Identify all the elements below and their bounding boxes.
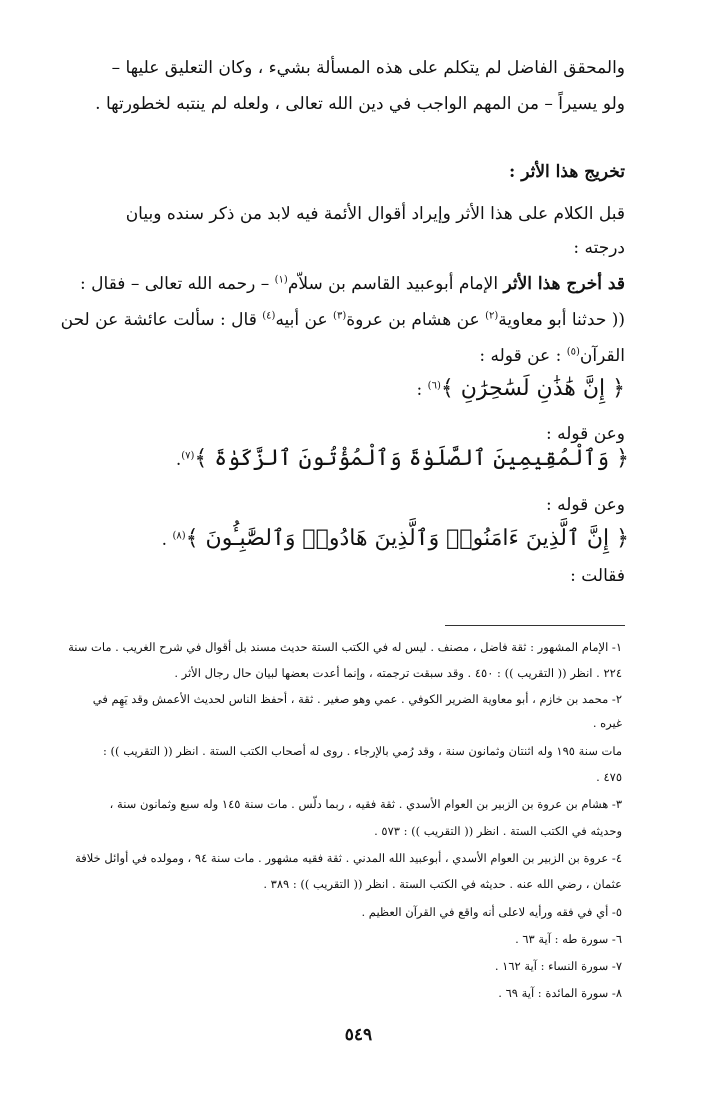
footnote-divider: [445, 625, 625, 626]
narration-line-2: [61, 310, 625, 330]
verse-3-end: .: [161, 530, 173, 550]
footnote-7: ٧- سورة النساء : آية ١٦٢ .: [494, 959, 622, 973]
section-heading: تخريج هذا الأثر :: [509, 162, 625, 182]
footnote-ref-8[interactable]: (٨): [172, 530, 186, 542]
footnote-1-line-2: ٢٢٤ . انظر (( التقريب )) : ٤٥٠ . وقد سبقت ترجمته ، وإنما أعدت بعضها لبيان حال رجال الأثر .: [174, 666, 622, 680]
verse-line-3: [162, 526, 629, 551]
hadith-text-a: (( حدثنا أبو معاوية: [498, 310, 625, 330]
hadith2-text-a: القرآن: [579, 346, 625, 366]
verse-1-end: :: [416, 380, 428, 400]
footnote-ref-4[interactable]: (٤): [262, 310, 276, 322]
narration-line-3: [479, 346, 625, 366]
intro-line-1: والمحقق الفاضل لم يتكلم على هذه المسألة بشيء ، وكان التعليق عليها –: [111, 58, 625, 78]
verse-3: ﴿ إِنَّ ٱلَّذِينَ ءَامَنُوا۟ وَٱلَّذِينَ هَادُوا۟ وَٱلصَّٰبِـُٔونَ ﴾: [185, 526, 629, 551]
footnote-ref-5[interactable]: (٥): [566, 346, 580, 358]
footnote-2-line-1: ٢- محمد بن خازم ، أبو معاوية الضرير الكوفي . عمي وهو صغير . ثقة ، أحفظ الناس لحديث الأعمش وقد يَهِم في: [92, 692, 622, 706]
and-about-line-1: وعن قوله :: [545, 424, 625, 444]
footnote-8: ٨- سورة المائدة : آية ٦٩ .: [498, 986, 622, 1000]
footnote-3-line-1: ٣- هشام بن عروة بن الزبير بن العوام الأسدي . ثقة فقيه ، ربما دلّس . مات سنة ١٤٥ وله سبع وثمانون سنة ،: [109, 797, 622, 811]
hadith2-text-b: : عن قوله :: [479, 346, 567, 366]
hadith-text-b: عن هشام بن عروة: [346, 310, 486, 330]
footnote-6: ٦- سورة طه : آية ٦٣ .: [515, 932, 622, 946]
page-number: ٥٤٩: [344, 1025, 373, 1045]
footnote-2-line-2: غيره .: [592, 716, 622, 730]
hadith-text-d: قال : سألت عائشة عن لحن: [60, 310, 263, 330]
she-said-line: فقالت :: [570, 566, 625, 586]
verse-line-2: [176, 446, 629, 471]
lead-text-a: الإمام أبوعبيد القاسم بن سلاّم: [287, 274, 504, 294]
verse-2: ﴿ وَٱلْمُقِيمِينَ ٱلصَّلَوٰةَ وَٱلْمُؤْتُونَ ٱلزَّكَوٰةَ ﴾: [194, 446, 629, 471]
footnote-2-line-4: ٤٧٥ .: [596, 770, 622, 784]
lead-text-b: – رحمه الله تعالى – فقال :: [80, 274, 275, 294]
footnote-ref-7[interactable]: (٧): [181, 450, 195, 462]
hadith-text-c: عن أبيه: [275, 310, 334, 330]
footnote-3-line-2: وحديثه في الكتب الستة . انظر (( التقريب )) : ٥٧٣ .: [374, 824, 622, 838]
lead-bold-text: قد أخرج هذا الأثر: [503, 274, 625, 294]
footnote-ref-3[interactable]: (٣): [333, 310, 347, 322]
footnote-2-line-3: مات سنة ١٩٥ وله اثنتان وثمانون سنة ، وقد رُمي بالإرجاء . روى له أصحاب الكتب الستة . انظر (( التقريب )) :: [103, 744, 622, 758]
footnote-ref-6[interactable]: (٦): [427, 380, 441, 392]
verse-line-1: [417, 376, 625, 401]
verse-1: ﴿ إِنَّ هَٰذَٰنِ لَسَٰحِرَٰنِ ﴾: [440, 376, 625, 401]
footnote-4-line-2: عثمان ، رضي الله عنه . حديثه في الكتب الستة . انظر (( التقريب )) : ٣٨٩ .: [263, 877, 622, 891]
paragraph-line-2: درجته :: [573, 238, 625, 258]
footnote-ref-2[interactable]: (٢): [485, 310, 499, 322]
footnote-5: ٥- أي في فقه ورأيه لاعلى أنه واقع في القرآن العظيم .: [361, 905, 622, 919]
verse-2-end: .: [175, 450, 182, 470]
footnote-ref-1[interactable]: (١): [274, 274, 288, 286]
footnote-4-line-1: ٤- عروة بن الزبير بن العوام الأسدي ، أبوعبيد الله المدني . ثقة فقيه مشهور . مات سنة ٩٤ ، ومولده في أوائل خلافة: [75, 851, 622, 865]
and-about-line-2: وعن قوله :: [545, 495, 625, 515]
narration-line-1: [80, 274, 625, 294]
intro-line-2: ولو يسيراً – من المهم الواجب في دين الله تعالى ، ولعله لم ينتبه لخطورتها .: [95, 94, 625, 114]
paragraph-line-1: قبل الكلام على هذا الأثر وإيراد أقوال الأئمة فيه لابد من ذكر سنده وبيان: [125, 204, 625, 224]
footnote-1-line-1: ١- الإمام المشهور : ثقة فاضل ، مصنف . ليس له في الكتب الستة حديث مسند بل أقوال في شرح الغريب . مات سنة: [68, 640, 622, 654]
